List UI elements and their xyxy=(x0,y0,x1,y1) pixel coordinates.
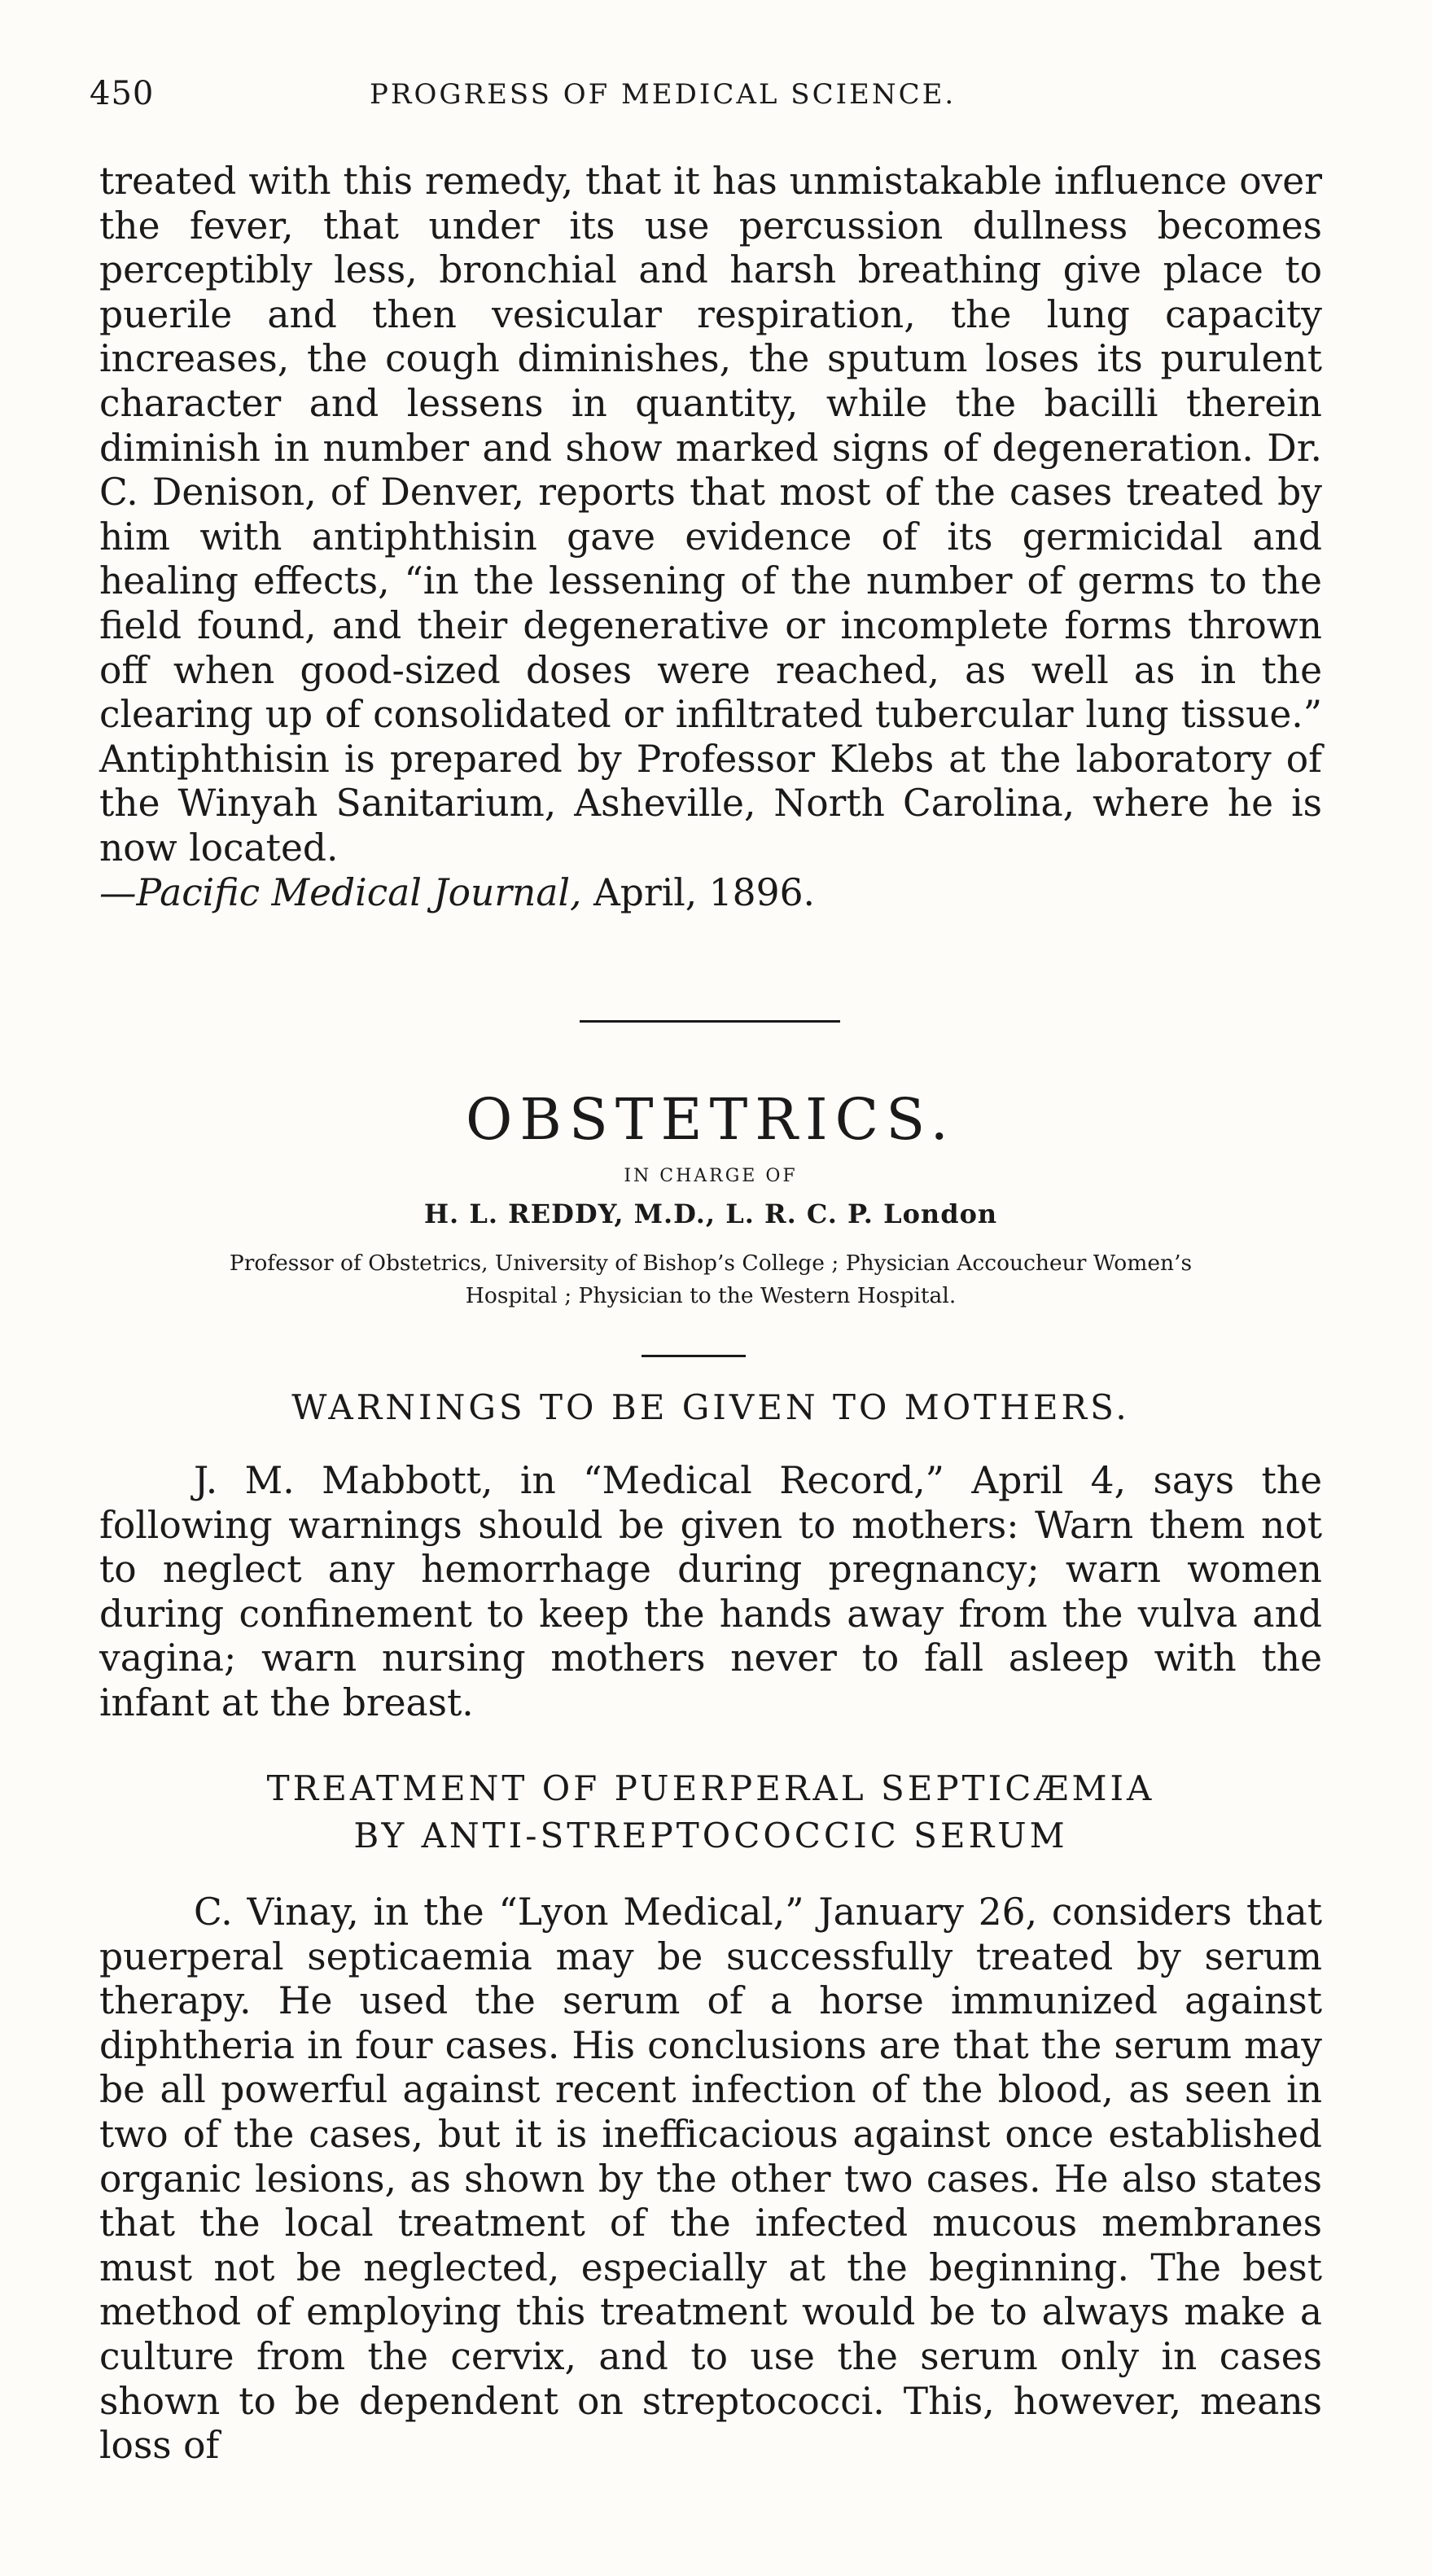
page-number: 450 xyxy=(90,75,155,112)
section-editor: H. L. REDDY, M.D., L. R. C. P. London xyxy=(423,1198,998,1229)
running-head xyxy=(90,75,1343,124)
header-divider xyxy=(642,1355,746,1357)
citation-date: April, 1896. xyxy=(593,870,815,914)
section-title: OBSTETRICS. xyxy=(466,1086,956,1153)
citation-source: —Pacific Medical Journal, xyxy=(99,870,582,914)
affiliation-line-2: Hospital ; Physician to the Western Hospital. xyxy=(465,1283,957,1308)
running-title: PROGRESS OF MEDICAL SCIENCE. xyxy=(370,78,957,111)
article-body: C. Vinay, in the “Lyon Medical,” January 26, considers that puerperal septicaemia may be successfully treated by serum therapy. He used the serum of a horse immunized against diphtheria in four cases. His conclusions are that the serum may be all powerful against recent infection of the blood, as seen in two of the cases, but it is inefficacious against once established organic lesions, as shown by the other two cases. He also states that the local treatment of the infected mucous membranes must not be neglected, especially at the beginning. The best method of employing this treatment would be to always make a culture from the cervix, and to use the serum only in cases shown to be dependent on streptococci. This, however, means loss of xyxy=(99,1890,1322,2468)
article-heading-line-2: BY ANTI-STREPTOCOCCIC SERUM xyxy=(353,1816,1068,1855)
section-divider xyxy=(580,1020,840,1023)
article-body: J. M. Mabbott, in “Medical Record,” April 4, says the following warnings should be given to mothers: Warn them not to neglect any hemorrhage during pregnancy; warn women during confinement to keep the hands away from the vulva and vagina; warn nursing mothers never to fall asleep with the infant at the breast. xyxy=(99,1459,1322,1724)
editor-affiliation xyxy=(99,1247,1322,1312)
intro-paragraph xyxy=(99,160,1322,915)
affiliation-line-1: Professor of Obstetrics, University of Bishop’s College ; Physician Accoucheur Women’s xyxy=(229,1251,1193,1276)
article-heading: WARNINGS TO BE GIVEN TO MOTHERS. xyxy=(291,1387,1130,1427)
article-heading-line-1: TREATMENT OF PUERPERAL SEPTICÆMIA xyxy=(266,1768,1155,1808)
in-charge-label: IN CHARGE OF xyxy=(624,1166,798,1186)
article-heading xyxy=(99,1765,1322,1860)
intro-paragraph-text: treated with this remedy, that it has unmistakable influence over the fever, that under its use percussion dullness becomes perceptibly less, bronchial and harsh breathing give place to puerile and then vesicular respiration, the lung capacity increases, the cough diminishes, the sputum loses its purulent character and lessens in quantity, while the bacilli therein diminish in number and show marked signs of degeneration. Dr. C. Denison, of Denver, reports that most of the cases treated by him with antiphthisin gave evidence of its germicidal and healing effects, “in the lessening of the number of germs to the field found, and their degenerative or incomplete forms thrown off when good-sized doses were reached, as well as in the clearing up of consolidated or infiltrated tubercular lung tissue.” Antiphthisin is prepared by Professor Klebs at the laboratory of the Winyah Sanitarium, Asheville, North Carolina, where he is now located. xyxy=(99,160,1322,870)
